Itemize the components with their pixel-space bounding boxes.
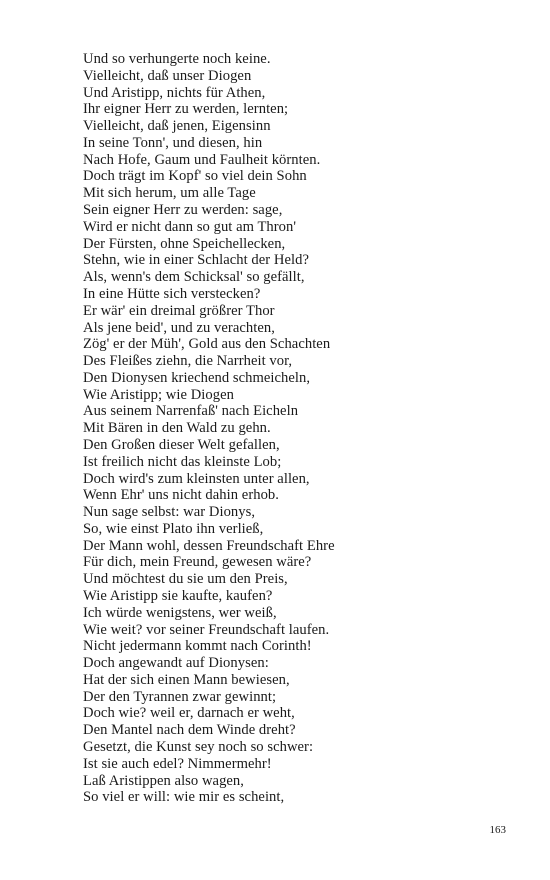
verse-line: Nicht jedermann kommt nach Corinth! bbox=[83, 638, 312, 655]
verse-line: Den Mantel nach dem Winde dreht? bbox=[83, 722, 296, 739]
verse-line: So viel er will: wie mir es scheint, bbox=[83, 789, 285, 806]
verse-line: Ist freilich nicht das kleinste Lob; bbox=[83, 453, 282, 470]
verse-line: Er wär' ein dreimal größrer Thor bbox=[83, 302, 275, 319]
verse-line: Und möchtest du sie um den Preis, bbox=[83, 571, 288, 588]
verse-line: Aus seinem Narrenfaß' nach Eicheln bbox=[83, 403, 299, 420]
verse-line: Ich würde wenigstens, wer weiß, bbox=[83, 604, 277, 621]
verse-line: Den Dionysen kriechend schmeicheln, bbox=[83, 369, 311, 386]
page-number: 163 bbox=[489, 824, 506, 836]
verse-line: Der Fürsten, ohne Speichellecken, bbox=[83, 235, 286, 252]
verse-line: Den Großen dieser Welt gefallen, bbox=[83, 436, 280, 453]
verse-line: Doch wie? weil er, darnach er weht, bbox=[83, 705, 295, 722]
verse-line: Wie weit? vor seiner Freundschaft laufen. bbox=[83, 621, 330, 638]
poem-text bbox=[83, 51, 513, 806]
verse-line: Und Aristipp, nichts für Athen, bbox=[83, 84, 266, 101]
verse-line: Ist sie auch edel? Nimmermehr! bbox=[83, 755, 272, 772]
verse-line: Nun sage selbst: war Dionys, bbox=[83, 504, 256, 521]
verse-line: Als jene beid', und zu verachten, bbox=[83, 319, 275, 336]
verse-line: Wenn Ehr' uns nicht dahin erhob. bbox=[83, 487, 279, 504]
verse-line: Wird er nicht dann so gut am Thron' bbox=[83, 218, 297, 235]
verse-line: Doch angewandt auf Dionysen: bbox=[83, 655, 269, 672]
verse-line: Des Fleißes ziehn, die Narrheit vor, bbox=[83, 353, 293, 370]
verse-line: Vielleicht, daß unser Diogen bbox=[83, 67, 252, 84]
verse-line: So, wie einst Plato ihn verließ, bbox=[83, 520, 264, 537]
verse-line: Doch trägt im Kopf' so viel dein Sohn bbox=[83, 168, 307, 185]
verse-line: Stehn, wie in einer Schlacht der Held? bbox=[83, 252, 310, 269]
verse-line: Hat der sich einen Mann bewiesen, bbox=[83, 671, 290, 688]
verse-line: Der den Tyrannen zwar gewinnt; bbox=[83, 688, 277, 705]
verse-line: Der Mann wohl, dessen Freundschaft Ehre bbox=[83, 537, 335, 554]
verse-line: Gesetzt, die Kunst sey noch so schwer: bbox=[83, 739, 314, 756]
verse-line: Mit Bären in den Wald zu gehn. bbox=[83, 420, 271, 437]
verse-line: Sein eigner Herr zu werden: sage, bbox=[83, 202, 283, 219]
verse-line: Laß Aristippen also wagen, bbox=[83, 772, 244, 789]
verse-line: Ihr eigner Herr zu werden, lernten; bbox=[83, 101, 289, 118]
verse-line: In seine Tonn', und diesen, hin bbox=[83, 134, 263, 151]
verse-line: In eine Hütte sich verstecken? bbox=[83, 285, 261, 302]
verse-line: Doch wird's zum kleinsten unter allen, bbox=[83, 470, 310, 487]
verse-line: Wie Aristipp; wie Diogen bbox=[83, 386, 234, 403]
verse-line: Zög' er der Müh', Gold aus den Schachten bbox=[83, 336, 331, 353]
verse-line: Mit sich herum, um alle Tage bbox=[83, 185, 256, 202]
verse-line: Für dich, mein Freund, gewesen wäre? bbox=[83, 554, 312, 571]
verse-line: Vielleicht, daß jenen, Eigensinn bbox=[83, 118, 271, 135]
verse-line: Nach Hofe, Gaum und Faulheit körnten. bbox=[83, 151, 321, 168]
verse-line: Als, wenn's dem Schicksal' so gefällt, bbox=[83, 269, 305, 286]
verse-line: Und so verhungerte noch keine. bbox=[83, 51, 271, 67]
verse-line: Wie Aristipp sie kaufte, kaufen? bbox=[83, 588, 273, 604]
